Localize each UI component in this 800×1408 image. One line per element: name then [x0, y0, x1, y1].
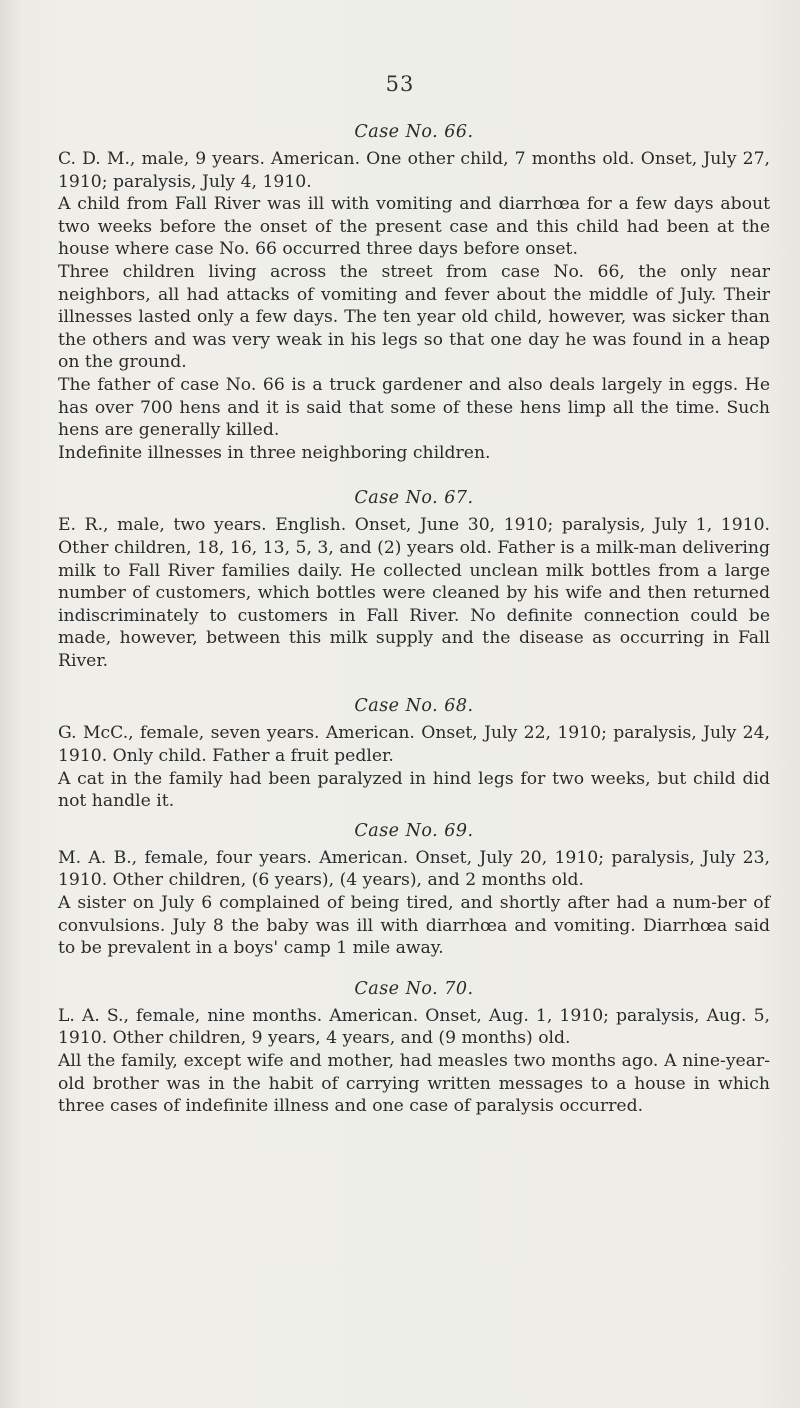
page-content [58, 122, 770, 1118]
case-paragraph: E. R., male, two years. English. Onset, June 30, 1910; paralysis, July 1, 1910. Other children, 18, 16, 13, 5, 3, and (2) years old. Father is a milk-man delivering milk to Fall River families daily. He collected unclean milk bottles from a large number of customers, which bottles were cleaned by his wife and then returned indiscriminately to customers in Fall River. No definite connection could be made, however, between this milk supply and the disease as occurring in Fall River. [58, 515, 770, 671]
case-66 [58, 122, 770, 464]
case-69 [58, 821, 770, 960]
case-paragraph: A cat in the family had been paralyzed in hind legs for two weeks, but child did not handle it. [58, 768, 770, 812]
case-paragraph: C. D. M., male, 9 years. American. One other child, 7 months old. Onset, July 27, 1910; paralysis, July 4, 1910. [58, 149, 770, 192]
case-title: Case No. 66. [354, 122, 474, 142]
case-paragraph: M. A. B., female, four years. American. Onset, July 20, 1910; paralysis, July 23, 1910. Other children, (6 years), (4 years), and 2 months old. [58, 847, 770, 891]
case-title: Case No. 67. [354, 488, 474, 509]
case-paragraph: A sister on July 6 complained of being tired, and shortly after had a num-ber of convulsions. July 8 the baby was ill with diarrhœa and vomiting. Diarrhœa said to be prevalent in a boys' camp 1 mile away. [58, 893, 770, 959]
case-paragraph: The father of case No. 66 is a truck gardener and also deals largely in eggs. He has over 700 hens and it is said that some of these hens limp all the time. Such hens are generally killed. [58, 374, 770, 441]
case-70 [58, 979, 770, 1118]
case-paragraph: A child from Fall River was ill with vomiting and diarrhœa for a few days about two weeks before the onset of the present case and this child had been at the house where case No. 66 occurred three days before onset. [58, 194, 770, 260]
page-number: 53 [385, 72, 415, 96]
case-paragraph: G. McC., female, seven years. American. Onset, July 22, 1910; paralysis, July 24, 1910. Only child. Father a fruit pedler. [58, 723, 770, 767]
case-title: Case No. 68. [354, 696, 474, 717]
case-paragraph: L. A. S., female, nine months. American. Onset, Aug. 1, 1910; paralysis, Aug. 5, 1910. Other children, 9 years, 4 years, and (9 months) old. [58, 1005, 770, 1049]
case-paragraph: Indefinite illnesses in three neighboring children. [58, 442, 491, 463]
case-title: Case No. 69. [354, 820, 474, 841]
case-title: Case No. 70. [354, 978, 474, 999]
case-paragraph: Three children living across the street from case No. 66, the only near neighbors, all had attacks of vomiting and fever about the middle of July. Their illnesses lasted only a few days. The ten year old child, however, was sicker than the others and was very weak in his legs so that one day he was found in a heap on the ground. [58, 261, 770, 373]
case-68 [58, 696, 770, 812]
case-67 [58, 488, 770, 672]
case-paragraph: All the family, except wife and mother, had measles two months ago. A nine-year-old brother was in the habit of carrying written messages to a house in which three cases of indefinite illness and one case of paralysis occurred. [58, 1051, 770, 1117]
